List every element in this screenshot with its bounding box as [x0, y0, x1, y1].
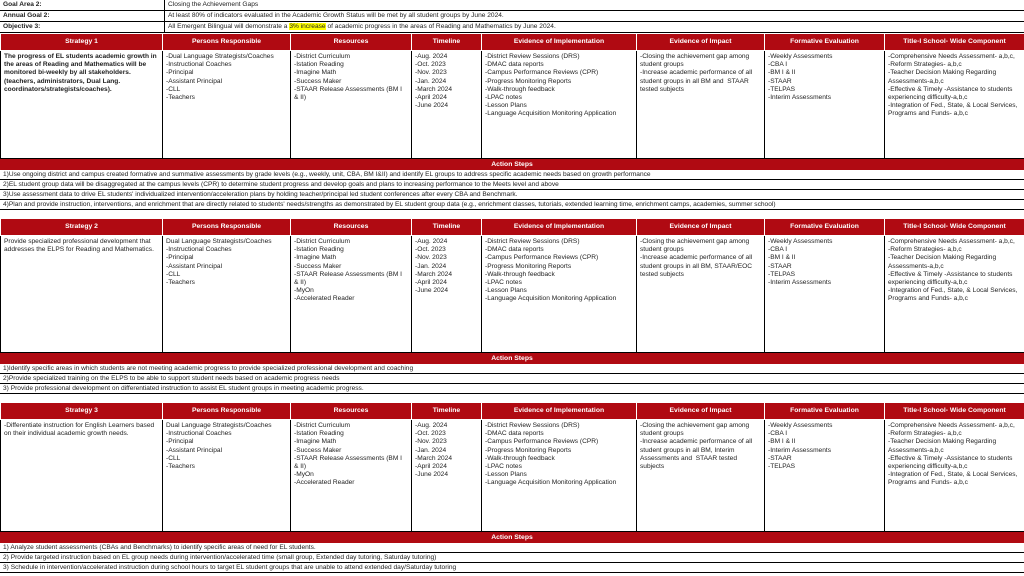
list-item: -Jan. 2024 [415, 262, 447, 270]
list-item: -Reform Strategies- a,b,c [888, 430, 962, 438]
evidence-of-implementation-cell [482, 236, 637, 353]
action-step: 3) Schedule in intervention/accelerated instruction during school hours to target EL student groups that are unable to attend extended day/Saturday tutoring [0, 563, 1024, 573]
list-item: -CLL [166, 270, 181, 278]
list-item: -STAAR [768, 77, 792, 85]
list-item: -Oct. 2023 [415, 430, 446, 438]
list-item: -Nov. 2023 [415, 254, 447, 262]
list-item: -Effective & Timely -Assistance to students experiencing difficulty-a,b,c [888, 270, 1015, 286]
action-steps-title: Action Steps [0, 159, 1024, 170]
list-item: -Weekly Assessments [768, 238, 833, 245]
column-header-title1-component: Title-I School- Wide Component [885, 219, 1024, 236]
column-header-evidence-of-implementation: Evidence of Implementation [482, 219, 637, 236]
list-item: -LPAC notes [485, 462, 522, 470]
list-item: -District Review Sessions (DRS) [485, 238, 580, 245]
title1-component-cell [885, 51, 1024, 159]
title1-component-cell [885, 236, 1024, 353]
list-item: Dual Language Strategists/Coaches [166, 238, 272, 245]
list-item: -March 2024 [415, 85, 453, 93]
list-item: -Lesson Plans [485, 287, 527, 295]
list-item: -Principal [166, 69, 194, 77]
persons-responsible-cell [163, 236, 291, 353]
list-item: -STAAR [768, 262, 792, 270]
list-item: -Principal [166, 254, 194, 262]
list-item: -Closing the achievement gap among student groups [640, 422, 752, 438]
list-item: -TELPAS [768, 462, 795, 470]
column-header-evidence-of-impact: Evidence of Impact [637, 34, 765, 51]
list-item: -Teacher Decision Making Regarding Assessments-a,b,c [888, 69, 998, 85]
list-item: -Progress Monitoring Reports [485, 77, 572, 85]
list-item: -District Review Sessions (DRS) [485, 422, 580, 429]
column-header-title1-component: Title-I School- Wide Component [885, 403, 1024, 420]
resources-cell [291, 236, 412, 353]
column-header-persons-responsible: Persons Responsible [163, 34, 291, 51]
strategy-description: -Differentiate instruction for English Learners based on their individual academic growth needs. [1, 420, 163, 532]
column-header-timeline: Timeline [412, 34, 482, 51]
column-header-evidence-of-impact: Evidence of Impact [637, 403, 765, 420]
strategy-table [0, 33, 1024, 159]
section-spacer [0, 210, 1024, 218]
action-step: 3) Provide professional development on differentiated instruction to assist EL student groups in meeting academic progress. [0, 384, 1024, 394]
strategy-title: Strategy 3 [1, 403, 163, 420]
evidence-of-impact-cell [637, 236, 765, 353]
goal-area-label: Goal Area 2: [0, 0, 165, 10]
list-item: -Instructional Coaches [166, 430, 232, 438]
list-item: -Teacher Decision Making Regarding Assessments-a,b,c [888, 438, 998, 454]
list-item: -March 2024 [415, 454, 453, 462]
list-item: -Increase academic performance of all student groups in all BM and STAAR tested subjects [640, 69, 754, 93]
list-item: -DMAC data reports [485, 430, 544, 438]
list-item: -Interim Assessments [768, 278, 832, 286]
column-header-persons-responsible: Persons Responsible [163, 219, 291, 236]
strategy-header-row [1, 34, 1024, 51]
timeline-cell [412, 51, 482, 159]
column-header-evidence-of-implementation: Evidence of Implementation [482, 403, 637, 420]
list-item: -Accelerated Reader [294, 479, 355, 487]
list-item: -Jan. 2024 [415, 446, 447, 454]
list-item: -Integration of Fed., State, & Local Services, Programs and Funds- a,b,c [888, 287, 1020, 303]
action-step: 2)Provide specialized training on the ELPS to be able to support student needs based on academic progress needs [0, 374, 1024, 384]
list-item: Dual Language Strategists/Coaches [166, 422, 272, 429]
list-item: -Integration of Fed., State, & Local Services, Programs and Funds- a,b,c [888, 102, 1020, 118]
column-header-timeline: Timeline [412, 403, 482, 420]
list-item: -Nov. 2023 [415, 438, 447, 446]
column-header-formative-evaluation: Formative Evaluation [765, 403, 885, 420]
objective-row [0, 22, 1024, 33]
action-step: 2)EL student group data will be disaggregated at the campus levels (CPR) to determine student progress and develop goals and plans to increasing performance to the Meets level and above [0, 180, 1024, 190]
list-item: -Assistant Principal [166, 262, 223, 270]
annual-goal-value: At least 80% of indicators evaluated in the Academic Growth Status will be met by all student groups by June 2024. [168, 12, 504, 19]
list-item: -Campus Performance Reviews (CPR) [485, 438, 599, 446]
list-item: -Dual Language Strategists/Coaches [166, 53, 274, 60]
section-spacer [0, 394, 1024, 402]
formative-evaluation-cell [765, 51, 885, 159]
evidence-of-implementation-cell [482, 420, 637, 532]
column-header-resources: Resources [291, 34, 412, 51]
list-item: -Comprehensive Needs Assessment- a,b,c, [888, 422, 1015, 429]
annual-goal-label: Annual Goal 2: [0, 11, 165, 21]
list-item: -Instructional Coaches [166, 246, 232, 254]
list-item: -Effective & Timely -Assistance to students experiencing difficulty-a,b,c [888, 85, 1015, 101]
formative-evaluation-cell [765, 420, 885, 532]
objective-text-pre: All Emergent Bilingual will demonstrate a [168, 23, 290, 30]
title1-component-cell [885, 420, 1024, 532]
evidence-of-impact-cell [637, 51, 765, 159]
list-item: -MyOn [294, 471, 314, 479]
list-item: -Progress Monitoring Reports [485, 262, 572, 270]
list-item: -DMAC data reports [485, 61, 544, 69]
strategy-body-row [1, 236, 1024, 353]
strategy-header-row [1, 219, 1024, 236]
list-item: -District Curriculum [294, 422, 351, 429]
list-item: -LPAC notes [485, 278, 522, 286]
list-item: -Campus Performance Reviews (CPR) [485, 69, 599, 77]
list-item: -Language Acquisition Monitoring Application [485, 295, 617, 303]
resources-cell [291, 51, 412, 159]
list-item: -Increase academic performance of all student groups in all BM, Interim Assessments and STAAR tested subjects [640, 438, 754, 470]
list-item: -LPAC notes [485, 93, 522, 101]
list-item: -Closing the achievement gap among student groups [640, 238, 752, 254]
action-step: 1)Use ongoing district and campus created formative and summative assessments by grade levels (e.g., weekly, unit, CBA, BM I&II) and identify EL groups to address specific academic needs based on growth performance [0, 170, 1024, 180]
column-header-title1-component: Title-I School- Wide Component [885, 34, 1024, 51]
list-item: -Accelerated Reader [294, 295, 355, 303]
list-item: -June 2024 [415, 287, 448, 295]
persons-responsible-cell [163, 420, 291, 532]
evidence-of-impact-cell [637, 420, 765, 532]
list-item: -Imagine Math [294, 438, 337, 446]
list-item: -Istation Reading [294, 430, 344, 438]
list-item: -CBA I [768, 61, 788, 69]
action-step: 3)Use assessment data to drive EL students' individualized intervention/acceleration plans by holding teacher/principal led student conferences after every CBA and Benchmark. [0, 190, 1024, 200]
strategy-header-row [1, 403, 1024, 420]
column-header-timeline: Timeline [412, 219, 482, 236]
list-item: -Aug. 2024 [415, 238, 448, 245]
strategy-title: Strategy 1 [1, 34, 163, 51]
list-item: -Aug. 2024 [415, 422, 448, 429]
list-item: -CBA I [768, 430, 788, 438]
list-item: -April 2024 [415, 278, 447, 286]
strategy-title: Strategy 2 [1, 219, 163, 236]
goal-area-value: Closing the Achievement Gaps [168, 1, 259, 8]
strategy-description: The progress of EL students academic growth in the areas of Reading and Mathematics will be monitored bi-weekly by all stakeholders. (teachers, administrators, Dual Lang. coordinators/strategists/coaches). [1, 51, 163, 159]
list-item: -STAAR [768, 454, 792, 462]
list-item: -CLL [166, 454, 181, 462]
list-item: -District Curriculum [294, 238, 351, 245]
list-item: -Walk-through feedback [485, 85, 555, 93]
list-item: -Success Maker [294, 262, 342, 270]
action-step: 1) Analyze student assessments (CBAs and Benchmarks) to identify specific areas of need for EL students. [0, 543, 1024, 553]
list-item: -Language Acquisition Monitoring Application [485, 110, 617, 118]
objective-highlight: 3% increase [289, 23, 326, 30]
column-header-formative-evaluation: Formative Evaluation [765, 34, 885, 51]
list-item: -Lesson Plans [485, 102, 527, 110]
column-header-evidence-of-implementation: Evidence of Implementation [482, 34, 637, 51]
column-header-resources: Resources [291, 403, 412, 420]
list-item: -Weekly Assessments [768, 422, 833, 429]
list-item: -Jan. 2024 [415, 77, 447, 85]
strategy-table [0, 402, 1024, 532]
list-item: -Closing the achievement gap among student groups [640, 53, 752, 69]
list-item: -BM I & II [768, 254, 796, 262]
list-item: -Principal [166, 438, 194, 446]
strategy-body-row [1, 51, 1024, 159]
strategy-description: Provide specialized professional development that addresses the ELPS for Reading and Mathematics. [1, 236, 163, 353]
column-header-persons-responsible: Persons Responsible [163, 403, 291, 420]
list-item: -BM I & II [768, 69, 796, 77]
annual-goal-row [0, 11, 1024, 22]
list-item: -Lesson Plans [485, 471, 527, 479]
list-item: -Istation Reading [294, 246, 344, 254]
list-item: -Comprehensive Needs Assessment- a,b,c, [888, 53, 1015, 60]
list-item: -Comprehensive Needs Assessment- a,b,c, [888, 238, 1015, 245]
list-item: -June 2024 [415, 471, 448, 479]
action-step: 2) Provide targeted instruction based on EL group needs during intervention/accelerated time (small group, Extended day tutoring, Saturday tutoring) [0, 553, 1024, 563]
resources-cell [291, 420, 412, 532]
list-item: -Walk-through feedback [485, 454, 555, 462]
list-item: -Teacher Decision Making Regarding Assessments-a,b,c [888, 254, 998, 270]
list-item: -Campus Performance Reviews (CPR) [485, 254, 599, 262]
list-item: -Teachers [166, 278, 195, 286]
list-item: -CLL [166, 85, 181, 93]
list-item: -Imagine Math [294, 254, 337, 262]
list-item: -Walk-through feedback [485, 270, 555, 278]
list-item: -Integration of Fed., State, & Local Services, Programs and Funds- a,b,c [888, 471, 1020, 487]
timeline-cell [412, 420, 482, 532]
strategies-container [0, 33, 1024, 573]
objective-label: Objective 3: [0, 22, 165, 32]
persons-responsible-cell [163, 51, 291, 159]
list-item: -Istation Reading [294, 61, 344, 69]
list-item: -STAAR Release Assessments (BM I & II) [294, 85, 404, 101]
list-item: -Nov. 2023 [415, 69, 447, 77]
formative-evaluation-cell [765, 236, 885, 353]
list-item: -STAAR Release Assessments (BM I & II) [294, 454, 404, 470]
list-item: -Increase academic performance of all student groups in all BM, STAAR/EOC tested subjects [640, 254, 754, 278]
list-item: -TELPAS [768, 270, 795, 278]
column-header-resources: Resources [291, 219, 412, 236]
action-steps-title: Action Steps [0, 532, 1024, 543]
list-item: -June 2024 [415, 102, 448, 110]
column-header-formative-evaluation: Formative Evaluation [765, 219, 885, 236]
objective-text-post: of academic progress in the areas of Reading and Mathematics by June 2024. [325, 23, 556, 30]
list-item: -Effective & Timely -Assistance to students experiencing difficulty-a,b,c [888, 454, 1015, 470]
list-item: -MyOn [294, 287, 314, 295]
list-item: -Success Maker [294, 446, 342, 454]
list-item: -District Review Sessions (DRS) [485, 53, 580, 60]
list-item: -Interim Assessments [768, 93, 832, 101]
list-item: -Aug. 2024 [415, 53, 448, 60]
list-item: -April 2024 [415, 93, 447, 101]
list-item: -March 2024 [415, 270, 453, 278]
list-item: -CBA I [768, 246, 788, 254]
list-item: -STAAR Release Assessments (BM I & II) [294, 270, 404, 286]
list-item: -Success Maker [294, 77, 342, 85]
objective-value [165, 22, 1024, 32]
action-step: 1)Identify specific areas in which students are not meeting academic progress to provide specialized professional development and coaching [0, 364, 1024, 374]
list-item: -Teachers [166, 93, 195, 101]
goal-area-row [0, 0, 1024, 11]
list-item: -TELPAS [768, 85, 795, 93]
list-item: -Imagine Math [294, 69, 337, 77]
list-item: -Assistant Principal [166, 77, 223, 85]
strategy-body-row [1, 420, 1024, 532]
list-item: -Reform Strategies- a,b,c [888, 246, 962, 254]
strategy-table [0, 218, 1024, 353]
list-item: -BM I & II [768, 438, 796, 446]
list-item: -Weekly Assessments [768, 53, 833, 60]
list-item: -Oct. 2023 [415, 61, 446, 69]
list-item: -April 2024 [415, 462, 447, 470]
column-header-evidence-of-impact: Evidence of Impact [637, 219, 765, 236]
list-item: -Teachers [166, 462, 195, 470]
evidence-of-implementation-cell [482, 51, 637, 159]
action-steps-title: Action Steps [0, 353, 1024, 364]
list-item: -Language Acquisition Monitoring Application [485, 479, 617, 487]
list-item: -Instructional Coaches [166, 61, 232, 69]
list-item: -DMAC data reports [485, 246, 544, 254]
list-item: -District Curriculum [294, 53, 351, 60]
list-item: -Interim Assessments [768, 446, 832, 454]
list-item: -Assistant Principal [166, 446, 223, 454]
list-item: -Progress Monitoring Reports [485, 446, 572, 454]
list-item: -Reform Strategies- a,b,c [888, 61, 962, 69]
timeline-cell [412, 236, 482, 353]
list-item: -Oct. 2023 [415, 246, 446, 254]
action-step: 4)Plan and provide instruction, interventions, and enrichment that are directly related to students' needs/strengths as demonstrated by EL student group data (e.g., enrichment classes, tutorials, extended learning time, enrichment camps, academies, summer school) [0, 200, 1024, 210]
